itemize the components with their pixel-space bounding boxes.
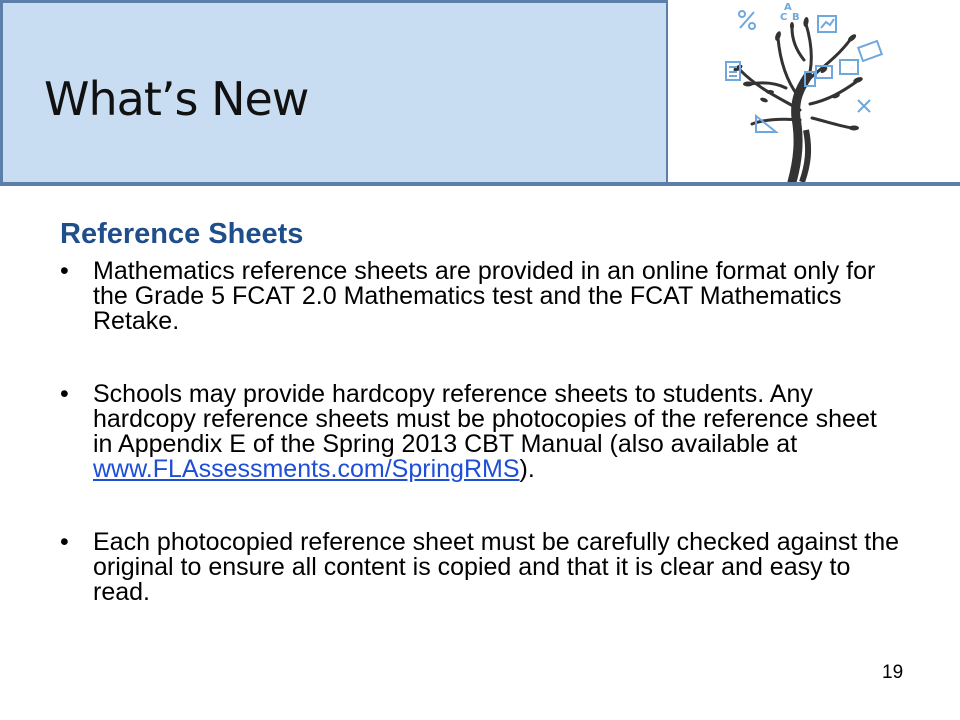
- bullet-text: Schools may provide hardcopy reference sheets to students. Any hardcopy reference sheets must be photocopies of the reference sheet in Appendix E of the Spring 2013 CBT Manual (also available at: [93, 380, 877, 458]
- bullet-item: [60, 259, 900, 334]
- percent-icon: [739, 11, 755, 29]
- svg-text:B: B: [792, 12, 800, 23]
- svg-text:A: A: [784, 2, 792, 13]
- slide-title: What’s New: [44, 72, 309, 126]
- bullet-text: Each photocopied reference sheet must be carefully checked against the original to ensure all content is copied and that it is clear and easy to read.: [93, 528, 900, 606]
- chart-icon: [818, 16, 836, 32]
- header-bottom-rule: [0, 182, 960, 186]
- calculator-icon: [726, 62, 740, 80]
- book-icon: [858, 41, 882, 61]
- bullet-item: [60, 530, 900, 605]
- bullet-text: Mathematics reference sheets are provided in an online format only for the Grade 5 FCAT 2.0 Mathematics test and the FCAT Mathematics Retake.: [93, 257, 876, 335]
- slide-content: [60, 218, 900, 653]
- page-number: 19: [882, 662, 904, 683]
- education-tree-graphic: [700, 0, 900, 182]
- springrms-link[interactable]: www.FLAssessments.com/SpringRMS: [93, 455, 520, 483]
- slide-header: [0, 0, 960, 186]
- bullet-dot: •: [60, 257, 69, 285]
- title-band-divider: [666, 0, 668, 186]
- svg-text:C: C: [780, 12, 788, 23]
- bullet-dot: •: [60, 528, 69, 556]
- bullet-text-suffix: ).: [519, 455, 535, 483]
- bullet-list: [60, 259, 900, 605]
- section-heading: Reference Sheets: [60, 218, 304, 250]
- bullet-item: [60, 382, 900, 482]
- abc-letters-icon: [780, 2, 800, 23]
- bullet-dot: •: [60, 380, 69, 408]
